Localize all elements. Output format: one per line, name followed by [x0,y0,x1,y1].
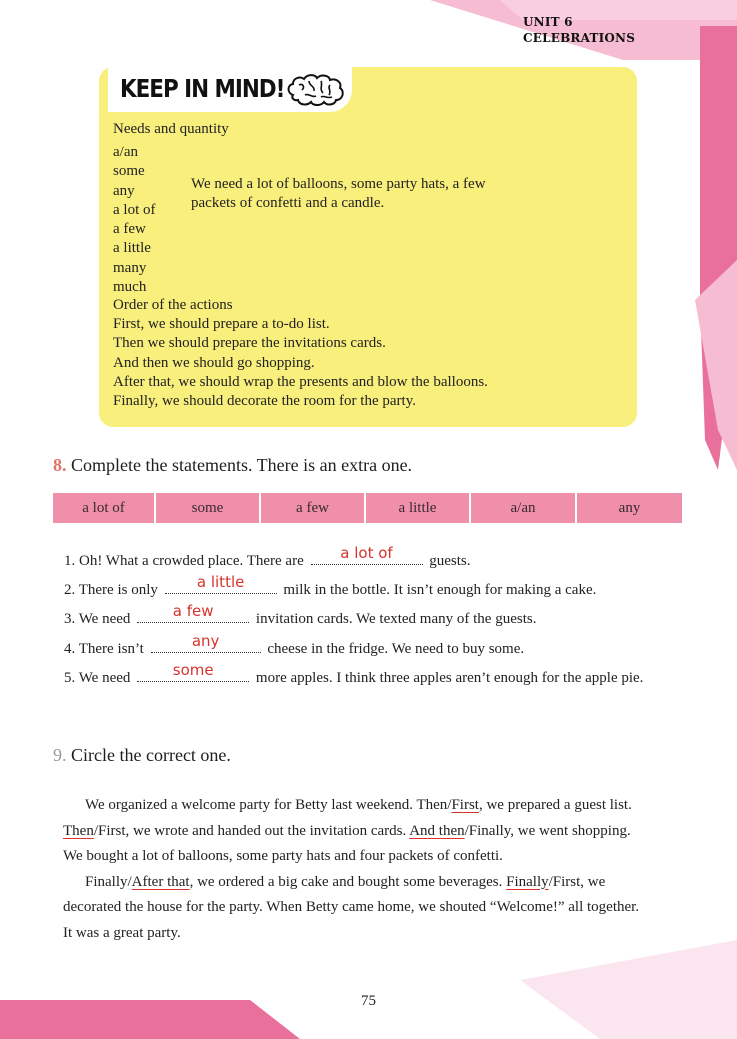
quantifier-item: a lot of [113,202,156,218]
word-box-item: any [577,493,682,523]
needs-heading: Needs and quantity [113,121,229,137]
chosen-word[interactable]: After that [131,873,190,890]
chosen-word[interactable]: First [451,797,479,813]
exercise-8-number: 8. [53,455,67,475]
paragraph-line: decorated the house for the party. When Betty came home, we shouted “Welcome!” all together. [63,899,640,915]
quantifier-item: a/an [113,144,138,160]
handwritten-answer: some [172,661,214,679]
paragraph-line [63,819,683,845]
order-line: First, we should prepare a to-do list. [113,316,330,332]
quantifier-item: any [113,183,135,199]
statement-4 [64,632,525,658]
chosen-word[interactable]: Finally [506,873,549,890]
example-sentence-line2: packets of confetti and a candle. [191,195,385,211]
statement-text: cheese in the fridge. We need to buy some. [267,641,525,657]
order-line: And then we should go shopping. [113,355,315,371]
order-line: Then we should prepare the invitations cards. [113,335,386,351]
exercise-9-text [63,793,683,946]
example-sentence-line1: We need a lot of balloons, some party hats, a few [191,176,486,192]
statement-text: 3. We need [64,611,131,627]
chosen-word[interactable]: Then [63,822,94,839]
quantifier-item: a little [113,240,151,256]
text-run: /Finally, we went shopping. [464,822,631,839]
answer-blank[interactable] [311,544,423,565]
answer-blank[interactable] [151,632,261,653]
answer-blank[interactable] [137,661,249,682]
exercise-9-heading [53,745,231,766]
unit-label: UNIT 6 [523,15,573,29]
text-run: /First, we [548,873,606,890]
statement-1 [64,544,471,570]
statement-text: 2. There is only [64,582,158,598]
quantifier-item: much [113,279,147,295]
quantifier-item: many [113,260,147,276]
statement-text: invitation cards. We texted many of the guests. [255,611,537,627]
page-number: 75 [361,993,376,1009]
word-box-item: some [156,493,261,523]
brain-icon [285,73,347,107]
word-box-item: a few [261,493,366,523]
text-run: Finally/ [85,873,132,890]
handwritten-answer: any [191,632,220,650]
unit-header [523,14,635,46]
handwritten-answer: a little [196,573,245,591]
statement-text: guests. [429,553,471,569]
exercise-8-instruction: Complete the statements. There is an extra one. [71,455,413,475]
word-box-item: a/an [471,493,577,523]
quantifier-item: a few [113,221,146,237]
quantifier-item: some [113,163,145,179]
text-run: , we prepared a guest list. [478,797,632,813]
answer-blank[interactable] [137,602,249,623]
exercise-8-heading [53,455,412,476]
chosen-word[interactable]: And then [409,822,465,839]
paragraph-line [63,870,683,896]
exercise-9-number: 9. [53,745,67,765]
unit-title: CELEBRATIONS [523,31,636,45]
handwritten-answer: a few [172,602,214,620]
paragraph-line: It was a great party. [63,924,181,941]
paragraph-line: We bought a lot of balloons, some party hats and four packets of confetti. [63,848,503,864]
keep-in-mind-title: KEEP IN MIND! [120,74,285,103]
order-line: After that, we should wrap the presents and blow the balloons. [113,374,488,390]
handwritten-answer: a lot of [340,544,393,562]
order-heading: Order of the actions [113,297,233,313]
statement-text: milk in the bottle. It isn’t enough for making a cake. [283,582,597,598]
text-run: /First, we wrote and handed out the invitation cards. [93,822,410,839]
order-line: Finally, we should decorate the room for the party. [113,393,416,409]
exercise-9-instruction: Circle the correct one. [71,745,231,765]
statement-2 [64,573,597,599]
statement-text: more apples. I think three apples aren’t enough for the apple pie. [255,670,644,686]
statement-5 [64,661,644,687]
paragraph-line [63,793,683,819]
statement-text: 4. There isn’t [64,641,144,657]
word-box-item: a lot of [53,493,156,523]
statement-text: 5. We need [64,670,131,686]
text-run: , we ordered a big cake and bought some beverages. [189,873,507,890]
text-run: We organized a welcome party for Betty last weekend. Then/ [85,797,452,813]
statement-3 [64,602,537,628]
word-box [53,493,682,523]
word-box-item: a little [366,493,471,523]
answer-blank[interactable] [165,573,277,594]
statement-text: 1. Oh! What a crowded place. There are [64,553,304,569]
